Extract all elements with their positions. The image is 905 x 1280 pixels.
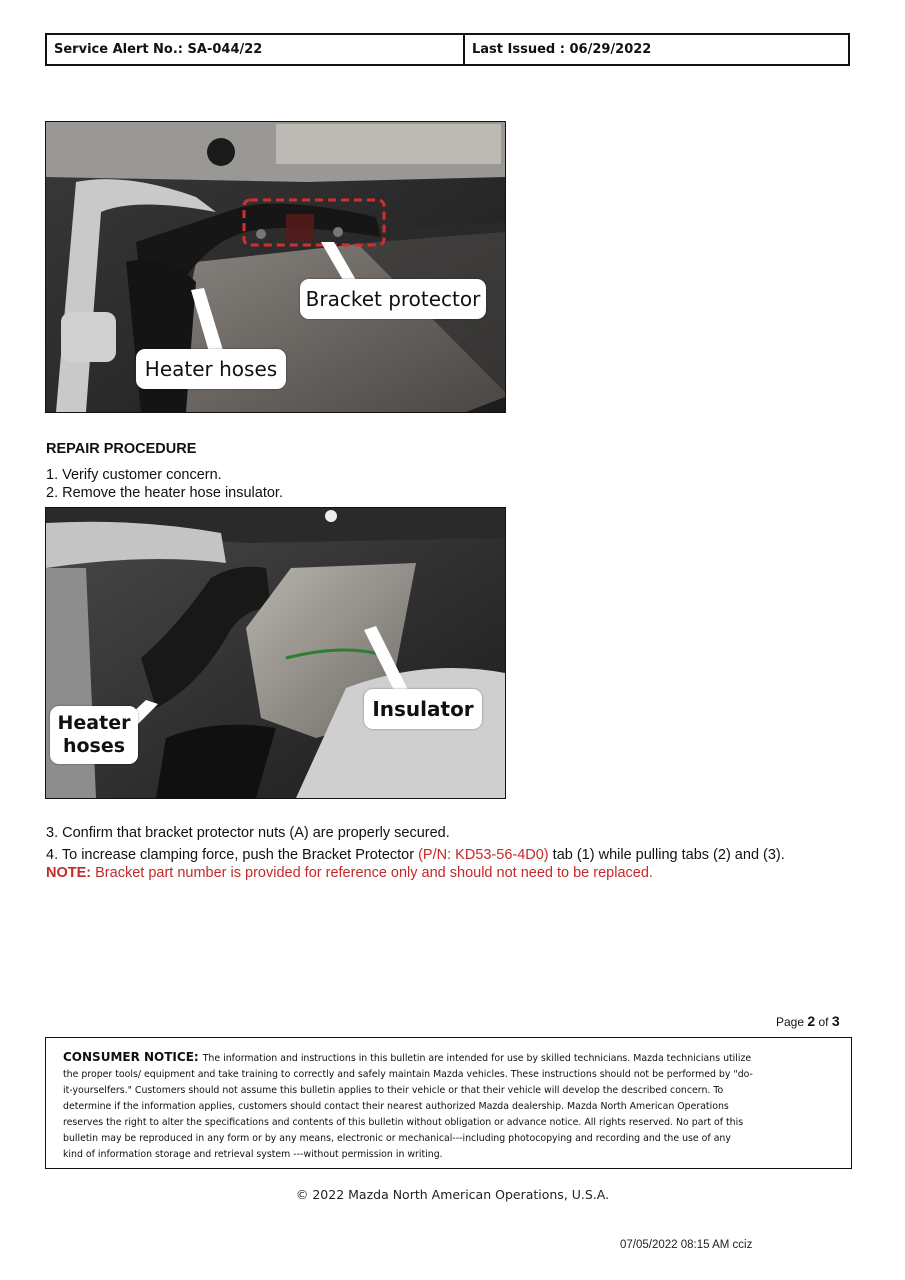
notice-line-4: determine if the information applies, customers should contact their nearest authorized Mazda dealership. Mazda North American Operations (63, 1101, 729, 1112)
print-timestamp: 07/05/2022 08:15 AM cciz (620, 1239, 753, 1251)
note-text: Bracket part number is provided for reference only and should not need to be replaced. (91, 865, 653, 881)
service-alert-number: Service Alert No.: SA-044/22 (47, 35, 465, 64)
figure-heater-hose-insulator-photo (45, 507, 506, 799)
consumer-notice-label: CONSUMER NOTICE: (63, 1050, 199, 1064)
repair-procedure-heading: REPAIR PROCEDURE (46, 441, 197, 457)
callout-heater-hoses: Heater hoses (136, 349, 286, 389)
page-total: 3 (831, 1013, 840, 1029)
bulletin-header (45, 33, 850, 66)
notice-line-2: the proper tools/ equipment and take training to correctly and safely maintain Mazda vehicles. These instructions should not be performed by "do- (63, 1069, 753, 1080)
page-prefix: Page (776, 1015, 808, 1029)
consumer-notice (45, 1037, 852, 1169)
note-label: NOTE: (46, 865, 92, 881)
bracket-part-number: (P/N: KD53-56-4D0) (418, 847, 549, 863)
notice-text-1: The information and instructions in this bulletin are intended for use by skilled technicians. Mazda technicians utilize (202, 1053, 752, 1064)
callout-insulator: Insulator (364, 689, 482, 729)
step-3: 3. Confirm that bracket protector nuts (A) are properly secured. (46, 825, 450, 841)
notice-line-1 (63, 1049, 841, 1067)
note (46, 865, 653, 881)
callout-heater-hoses-2: Heater hoses (50, 706, 138, 764)
notice-line-6: bulletin may be reproduced in any form or by any means, electronic or mechanical---including photocopying and recording and the use of any (63, 1133, 731, 1144)
notice-line-3: it-yourselfers." Customers should not assume this bulletin applies to their vehicle or that their vehicle will develop the described concern. To (63, 1085, 724, 1096)
page-mid: of (815, 1015, 832, 1029)
notice-line-7: kind of information storage and retrieval system ---without permission in writing. (63, 1149, 443, 1160)
page-number (776, 1013, 840, 1029)
step-4-text-end: tab (1) while pulling tabs (2) and (3). (548, 847, 785, 863)
callout-bracket-protector: Bracket protector (300, 279, 486, 319)
step-4-text: 4. To increase clamping force, push the Bracket Protector (46, 847, 419, 863)
page-current: 2 (807, 1013, 816, 1029)
figure-bracket-protector-photo (45, 121, 506, 413)
step-1: 1. Verify customer concern. (46, 467, 222, 483)
last-issued-date: Last Issued : 06/29/2022 (472, 42, 652, 57)
copyright: © 2022 Mazda North American Operations, U.S.A. (295, 1187, 610, 1202)
notice-line-5: reserves the right to alter the specifications and contents of this bulletin without obligation or advance notice. All rights reserved. No part of this (63, 1117, 744, 1128)
step-4 (46, 847, 785, 863)
step-2: 2. Remove the heater hose insulator. (46, 485, 283, 501)
